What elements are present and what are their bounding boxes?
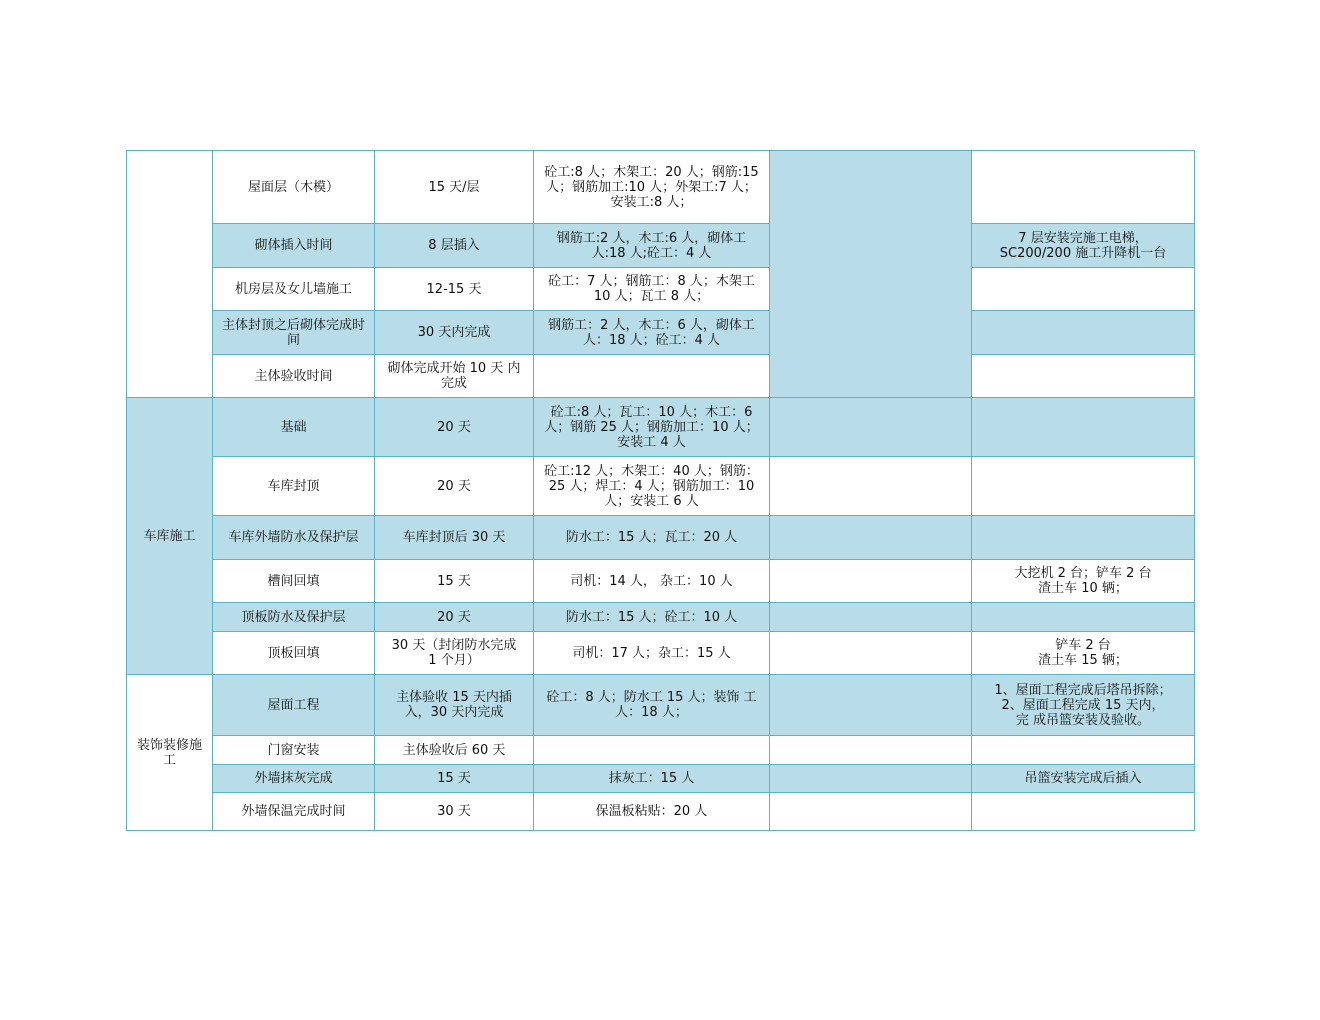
days-cell: 20 天: [375, 398, 534, 457]
item-cell: 顶板回填: [213, 632, 375, 675]
note-cell: [972, 793, 1195, 831]
days-cell: 30 天: [375, 793, 534, 831]
blank-cell: [770, 560, 972, 603]
blank-cell: [770, 457, 972, 516]
workers-cell: 防水工：15 人；砼工：10 人: [534, 603, 770, 632]
table-row: [127, 736, 1195, 765]
note-cell: [972, 268, 1195, 311]
workers-cell: 砼工:8 人；木架工：20 人；钢筋:15 人；钢筋加工:10 人；外架工:7 人；安装工:8 人；: [534, 151, 770, 224]
table-row: [127, 398, 1195, 457]
item-cell: 主体封顶之后砌体完成时间: [213, 311, 375, 355]
note-cell: [972, 736, 1195, 765]
table-row: [127, 765, 1195, 793]
item-cell: 外墙抹灰完成: [213, 765, 375, 793]
workers-cell: 防水工：15 人；瓦工：20 人: [534, 516, 770, 560]
days-cell: 30 天内完成: [375, 311, 534, 355]
note-cell: [972, 151, 1195, 224]
note-cell: [972, 311, 1195, 355]
blank-cell: [770, 151, 972, 398]
days-cell: 主体验收后 60 天: [375, 736, 534, 765]
note-cell: 7 层安装完施工电梯， SC200/200 施工升降机一台: [972, 224, 1195, 268]
workers-cell: 砼工:8 人；瓦工：10 人；木工：6 人；钢筋 25 人；钢筋加工：10 人；安装工 4 人: [534, 398, 770, 457]
days-cell: 15 天/层: [375, 151, 534, 224]
workers-cell: 砼工：7 人；钢筋工：8 人；木架工 10 人；瓦工 8 人；: [534, 268, 770, 311]
days-cell: 15 天: [375, 765, 534, 793]
days-cell: 30 天（封闭防水完成 1 个月）: [375, 632, 534, 675]
table-row: [127, 516, 1195, 560]
workers-cell: 砼工:12 人；木架工：40 人；钢筋：25 人；焊工：4 人；钢筋加工：10 人；安装工 6 人: [534, 457, 770, 516]
workers-cell: 钢筋工：2 人，木工：6 人，砌体工人：18 人；砼工：4 人: [534, 311, 770, 355]
days-cell: 12-15 天: [375, 268, 534, 311]
workers-cell: 砼工：8 人；防水工 15 人；装饰 工人：18 人；: [534, 675, 770, 736]
days-cell: 20 天: [375, 457, 534, 516]
note-cell: [972, 355, 1195, 398]
note-cell: [972, 516, 1195, 560]
workers-cell: 保温板粘贴：20 人: [534, 793, 770, 831]
table-row: [127, 457, 1195, 516]
workers-cell: 钢筋工:2 人，木工:6 人，砌体工人:18 人;砼工：4 人: [534, 224, 770, 268]
workers-cell: [534, 736, 770, 765]
item-cell: 外墙保温完成时间: [213, 793, 375, 831]
note-cell: 1、屋面工程完成后塔吊拆除； 2、屋面工程完成 15 天内， 完 成吊篮安装及验收。: [972, 675, 1195, 736]
item-cell: 屋面层（木模）: [213, 151, 375, 224]
group-cell-decoration: 装饰装修施工: [127, 675, 213, 831]
group-cell-main: [127, 151, 213, 398]
days-cell: 车库封顶后 30 天: [375, 516, 534, 560]
note-cell: [972, 457, 1195, 516]
blank-cell: [770, 603, 972, 632]
table-row: [127, 224, 1195, 268]
blank-cell: [770, 516, 972, 560]
blank-cell: [770, 675, 972, 736]
table-row: [127, 603, 1195, 632]
note-cell: 铲车 2 台 渣土车 15 辆；: [972, 632, 1195, 675]
table-row: [127, 675, 1195, 736]
item-cell: 砌体插入时间: [213, 224, 375, 268]
days-cell: 15 天: [375, 560, 534, 603]
blank-cell: [770, 765, 972, 793]
item-cell: 槽间回填: [213, 560, 375, 603]
construction-schedule-table: [126, 150, 1195, 831]
item-cell: 车库外墙防水及保护层: [213, 516, 375, 560]
workers-cell: 司机：14 人， 杂工：10 人: [534, 560, 770, 603]
days-cell: 20 天: [375, 603, 534, 632]
workers-cell: [534, 355, 770, 398]
group-cell-garage: 车库施工: [127, 398, 213, 675]
blank-cell: [770, 793, 972, 831]
item-cell: 基础: [213, 398, 375, 457]
workers-cell: 抹灰工：15 人: [534, 765, 770, 793]
item-cell: 屋面工程: [213, 675, 375, 736]
table-row: [127, 311, 1195, 355]
days-cell: 主体验收 15 天内插 入，30 天内完成: [375, 675, 534, 736]
note-cell: 吊篮安装完成后插入: [972, 765, 1195, 793]
table-row: [127, 355, 1195, 398]
item-cell: 车库封顶: [213, 457, 375, 516]
note-cell: 大挖机 2 台；铲车 2 台 渣土车 10 辆；: [972, 560, 1195, 603]
table-row: [127, 151, 1195, 224]
table-row: [127, 268, 1195, 311]
table-row: [127, 560, 1195, 603]
days-cell: 8 层插入: [375, 224, 534, 268]
days-cell: 砌体完成开始 10 天 内完成: [375, 355, 534, 398]
note-cell: [972, 603, 1195, 632]
blank-cell: [770, 398, 972, 457]
note-cell: [972, 398, 1195, 457]
item-cell: 顶板防水及保护层: [213, 603, 375, 632]
item-cell: 门窗安装: [213, 736, 375, 765]
workers-cell: 司机：17 人；杂工：15 人: [534, 632, 770, 675]
item-cell: 机房层及女儿墙施工: [213, 268, 375, 311]
blank-cell: [770, 736, 972, 765]
blank-cell: [770, 632, 972, 675]
table-row: [127, 793, 1195, 831]
item-cell: 主体验收时间: [213, 355, 375, 398]
table-row: [127, 632, 1195, 675]
